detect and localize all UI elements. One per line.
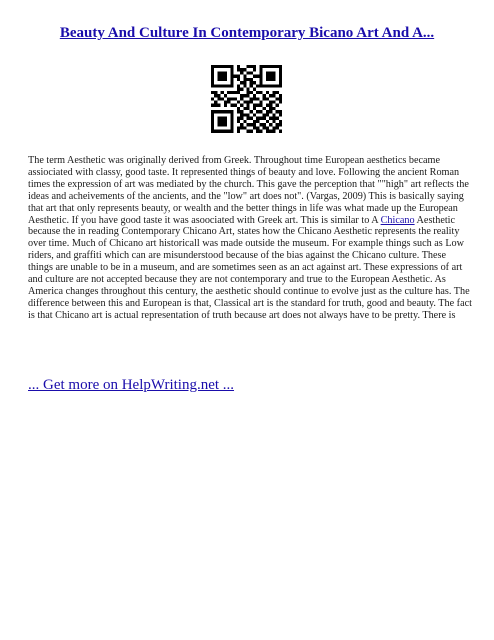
article-body	[28, 155, 472, 322]
qr-code	[211, 65, 282, 136]
get-more-link[interactable]: ... Get more on HelpWriting.net ...	[28, 377, 235, 393]
qr-code-icon	[211, 65, 282, 136]
article-text-part-1: The term Aesthetic was originally derived from Greek. Throughout time European aesthetics became assiociated with classy, good taste. It represented things of beauty and love. Following the ancient Roman times the expression of art was mediated by the church. This gave the perception that ""high" art reflects the ideas and acheivements of the ancients, and the "low" art does not". (Vargas, 2009) This is basically saying that art that only represents beauty, or wealth and the better things in life was what made up the European Aesthetic. If you have good taste it was asoociated with Greek art. This is similar to A	[28, 155, 469, 226]
chicano-link[interactable]: Chicano	[380, 214, 415, 226]
article-text-part-2: Aesthetic because the in reading Contemporary Chicano Art, states how the Chicano Aesthetic represents the reality over time. Much of Chicano art historicall was made outside the museum. For example things such as Low riders, and graffiti which can are misunderstood because of the bias against the Chicano culture. These things are unable to be in a museum, and are sometimes seen as an act against art. These expressions of art and culture are not accepted because they are not contemporary and true to the European Aesthetic. As America changes throughout this century, the aesthetic should continue to evolve just as the culture has. The difference between this and European is that, Classical art is the standard for truth, good and beauty. The fact is that Chicano art is actual representation of truth because art does not always have to be pretty. There is	[28, 214, 472, 321]
document-title-link[interactable]: Beauty And Culture In Contemporary Bicano Art And A...	[59, 25, 435, 41]
